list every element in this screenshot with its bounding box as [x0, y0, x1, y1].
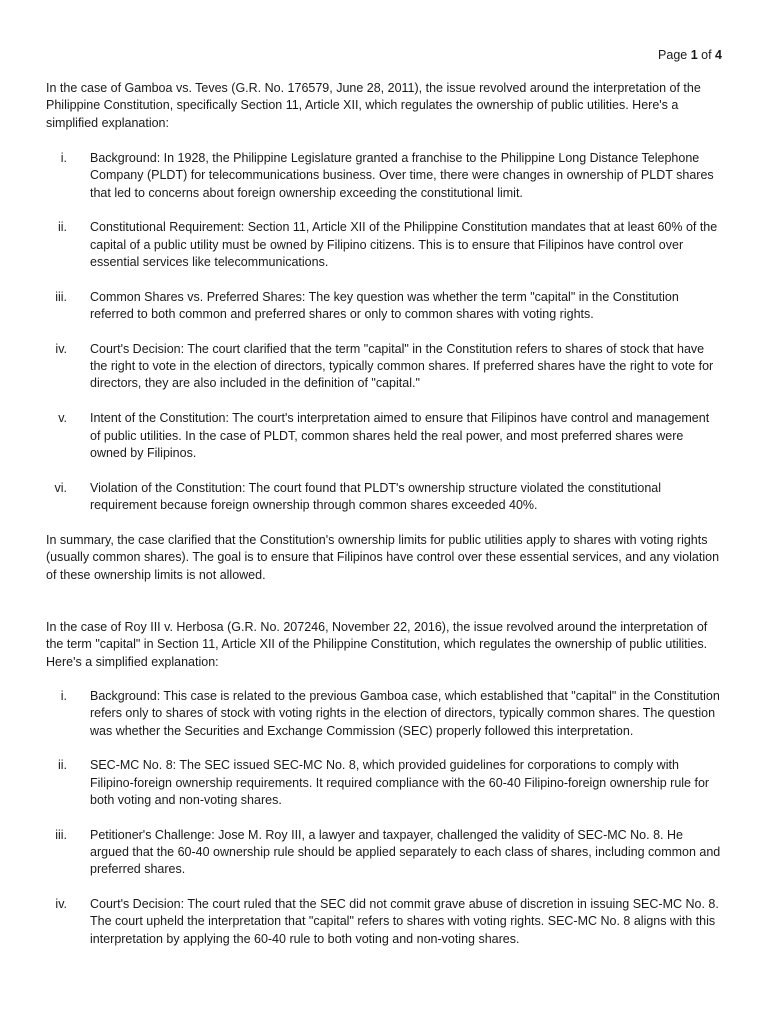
item-number: iii.: [55, 289, 67, 304]
case1-list: [46, 150, 722, 532]
item-number: i.: [60, 689, 67, 703]
page-separator: of: [697, 48, 716, 62]
case2-list: [46, 688, 722, 966]
page-current: 1: [690, 48, 698, 62]
list-item: [46, 289, 722, 324]
list-item: [46, 219, 722, 271]
item-text: Violation of the Constitution: The court found that PLDT's ownership structure violated the constitutional requirement because foreign ownership through common shares exceeded 40%.: [90, 480, 662, 512]
item-text: Intent of the Constitution: The court's interpretation aimed to ensure that Filipinos have control and management of public utilities. In the case of PLDT, common shares held the real power, and most preferred shares were owned by Filipinos.: [90, 411, 710, 460]
item-text: Background: This case is related to the previous Gamboa case, which established that "capital" in the Constitution refers only to shares of stock with voting rights in the election of directors, typically common shares. The question was whether the Securities and Exchange Commission (SEC) properly followed this interpretation.: [90, 689, 720, 738]
case1-summary: In summary, the case clarified that the Constitution's ownership limits for public utilities apply to shares with voting rights (usually common shares). The goal is to ensure that Filipinos have control over these essential services, and any violation of these ownership limits is not allowed.: [46, 533, 720, 582]
item-number: ii.: [57, 220, 67, 235]
page-number: [658, 47, 722, 64]
item-text: Court's Decision: The court clarified that the term "capital" in the Constitution refers to shares of stock that have the right to vote in the election of directors, typically common shares. If preferred shares have the right to vote for directors, they are also included in the definition of "capital.": [90, 341, 714, 391]
item-number: iv.: [55, 897, 67, 912]
item-number: ii.: [57, 758, 67, 773]
list-item: [46, 341, 722, 393]
page-total: 4: [715, 48, 722, 62]
page-prefix: Page: [658, 48, 691, 62]
list-item: [46, 480, 722, 515]
list-item: [46, 896, 722, 948]
item-text: Court's Decision: The court ruled that the SEC did not commit grave abuse of discretion in issuing SEC-MC No. 8. The court upheld the interpretation that "capital" refers to shares with voting rights. SEC-MC No. 8 aligns with this interpretation by applying the 60-40 rule to both voting and non-voting shares.: [90, 897, 719, 946]
list-item: [46, 688, 722, 740]
item-number: vi.: [54, 480, 67, 495]
item-number: iii.: [55, 827, 67, 842]
item-text: Petitioner's Challenge: Jose M. Roy III, a lawyer and taxpayer, challenged the validity of SEC-MC No. 8. He argued that the 60-40 ownership rule should be applied separately to each class of shares, including common and preferred shares.: [90, 827, 721, 877]
list-item: [46, 757, 722, 809]
item-text: Background: In 1928, the Philippine Legislature granted a franchise to the Philippine Long Distance Telephone Company (PLDT) for telecommunications business. Over time, there were changes in ownership of PLDT shares that led to concerns about foreign ownership exceeding the constitutional limit.: [90, 151, 714, 200]
item-text: Constitutional Requirement: Section 11, Article XII of the Philippine Constitution mandates that at least 60% of the capital of a public utility must be owned by Filipino citizens. This is to ensure that Filipinos have control over essential services like telecommunications.: [90, 220, 718, 269]
item-number: iv.: [55, 341, 67, 356]
case1-intro: In the case of Gamboa vs. Teves (G.R. No. 176579, June 28, 2011), the issue revolved around the interpretation of the Philippine Constitution, specifically Section 11, Article XII, which regulates the ownership of public utilities. Here's a simplified explanation:: [46, 81, 701, 130]
list-item: [46, 150, 722, 202]
item-text: SEC-MC No. 8: The SEC issued SEC-MC No. 8, which provided guidelines for corporations to comply with Filipino-foreign ownership requirements. It required compliance with the 60-40 Filipino-foreign ownership rule for both voting and non-voting shares.: [90, 758, 710, 807]
item-number: v.: [58, 411, 67, 426]
item-number: i.: [60, 151, 67, 165]
list-item: [46, 827, 722, 879]
item-text: Common Shares vs. Preferred Shares: The key question was whether the term "capital" in the Constitution referred to both common and preferred shares or only to common shares with voting rights.: [90, 289, 679, 322]
list-item: [46, 410, 722, 462]
case2-intro: In the case of Roy III v. Herbosa (G.R. No. 207246, November 22, 2016), the issue revolved around the interpretation of the term "capital" in Section 11, Article XII of the Philippine Constitution, which regulates the ownership of public utilities. Here's a simplified explanation:: [46, 620, 708, 669]
